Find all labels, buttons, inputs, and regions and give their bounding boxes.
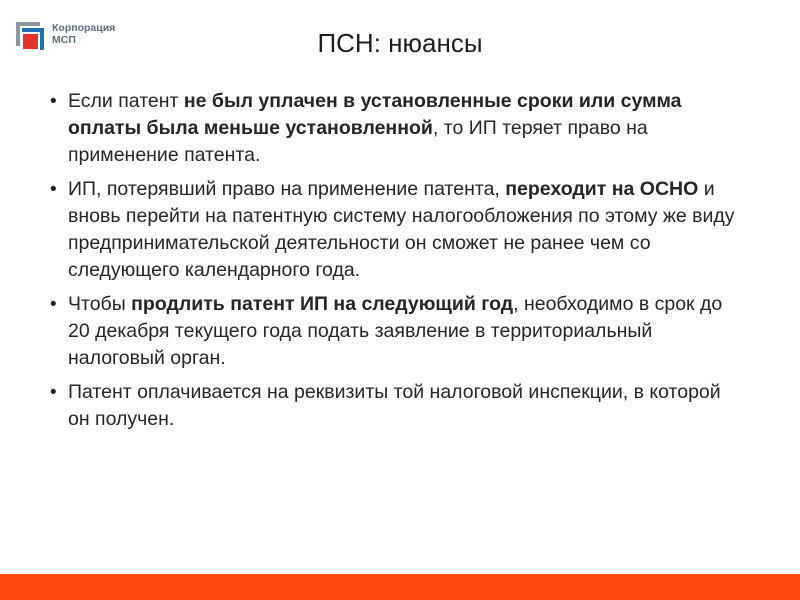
- bullet-item: [40, 88, 740, 169]
- bullet-text: Патент оплачивается на реквизиты той налоговой инспекции, в которой он получен.: [68, 381, 721, 430]
- bullet-dot-icon: •: [50, 179, 57, 200]
- slide-title: ПСН: нюансы: [317, 28, 483, 58]
- logo-line-1: Корпорация: [52, 22, 116, 34]
- bullet-text: и вновь перейти на патентную систему налогообложения по этому же виду предпринимательской деятельности он сможет не ранее чем со следующего календарного года.: [68, 178, 735, 281]
- bullet-text-bold: переходит на ОСНО: [505, 178, 699, 200]
- bullet-item: [40, 379, 740, 433]
- bullet-text-bold: продлить патент ИП на следующий год: [131, 293, 514, 315]
- footer-bar: [0, 574, 800, 600]
- bullet-list: [40, 88, 740, 440]
- bullet-item: [40, 176, 740, 284]
- bullet-text: , необходимо в срок до 20 декабря текущего года подать заявление в территориальный налоговый орган.: [68, 293, 723, 369]
- bullet-dot-icon: •: [50, 91, 57, 112]
- bullet-item: [40, 291, 740, 372]
- bullet-text: Если патент: [68, 90, 184, 112]
- bullet-text: Чтобы: [68, 293, 132, 315]
- bullet-dot-icon: •: [50, 382, 57, 403]
- bullet-text: ИП, потерявший право на применение патента,: [68, 178, 506, 200]
- bullet-dot-icon: •: [50, 294, 57, 315]
- bullet-text-bold: не был уплачен в установленные сроки или сумма оплаты была меньше установленной: [68, 90, 682, 139]
- logo-line-2: МСП: [52, 34, 76, 46]
- bullet-text: , то ИП теряет право на применение патента.: [68, 117, 648, 166]
